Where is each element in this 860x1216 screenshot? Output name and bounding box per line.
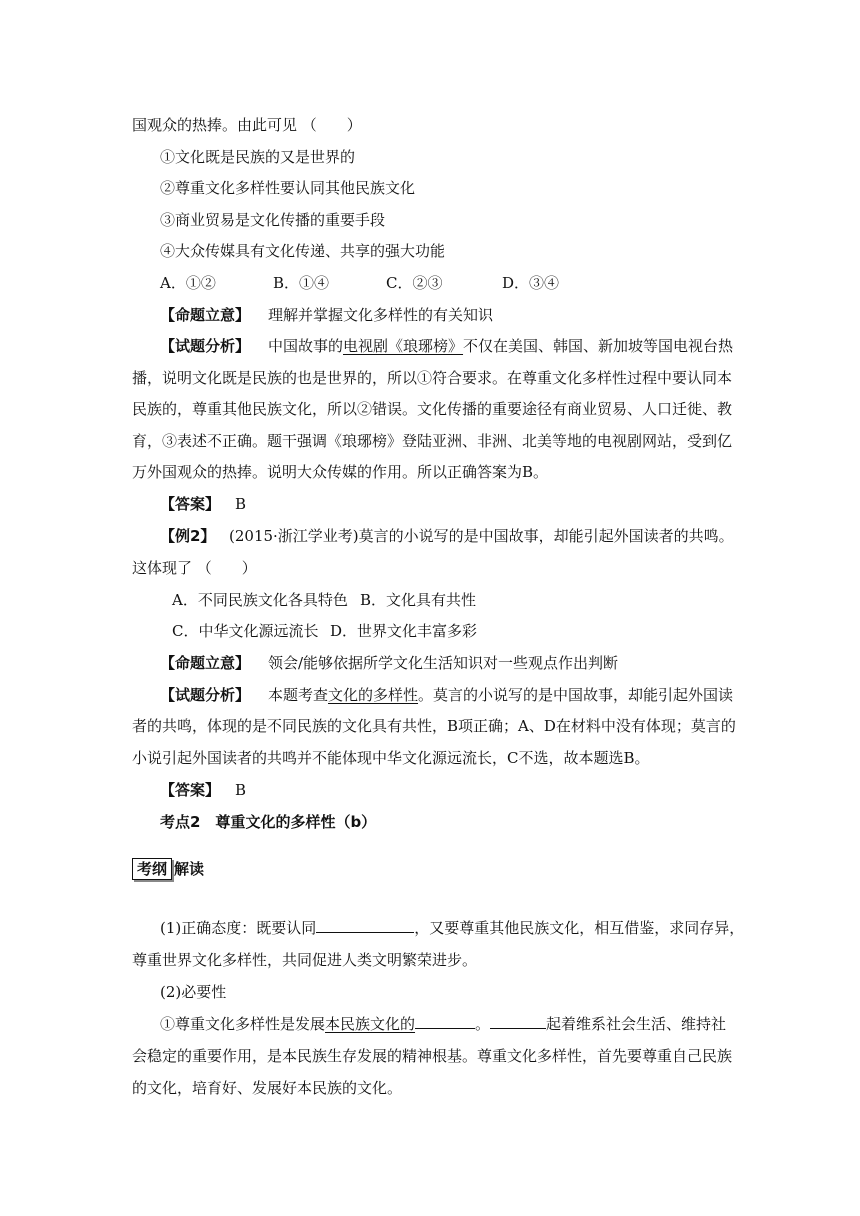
answer-2: [160, 780, 760, 800]
option-a: A．不同民族文化各具特色: [172, 591, 348, 609]
paragraph-text: ，又要尊重其他民族文化，相互借鉴，求同存异，: [414, 919, 745, 937]
necessity-heading: (2)必要性: [160, 983, 227, 1001]
analysis-tag: 【试题分析】: [160, 686, 251, 704]
analysis-2-line-1: [160, 685, 760, 705]
options-row-3: [172, 621, 772, 641]
underlined-term: 电视剧《琅琊榜》: [343, 337, 464, 355]
intent-tag: 【命题立意】: [160, 306, 251, 324]
statement-2: ②尊重文化多样性要认同其他民族文化: [160, 179, 416, 197]
analysis-1-line-1: [160, 336, 760, 356]
intent-tag: 【命题立意】: [160, 654, 251, 672]
paragraph-text: ①尊重文化多样性是发展: [160, 1015, 326, 1033]
analysis-1-line-4: 育，③表述不正确。题干强调《琅琊榜》登陆亚洲、非洲、北美等地的电视剧网站，受到亿: [132, 432, 733, 450]
section-heading: 考点2 尊重文化的多样性（b）: [160, 813, 377, 831]
option-a: A．①②: [160, 274, 216, 292]
intent-text: 领会/能够依据所学文化生活知识对一些观点作出判断: [268, 654, 619, 672]
attitude-line-2: 尊重世界文化多样性，共同促进人类文明繁荣进步。: [132, 951, 478, 969]
statement-3: ③商业贸易是文化传播的重要手段: [160, 211, 386, 229]
outline-heading: [132, 858, 732, 880]
analysis-text: 中国故事的: [268, 337, 344, 355]
analysis-text: 。莫言的小说写的是中国故事，却能引起外国读: [418, 686, 734, 704]
statement-4: ④大众传媒具有文化传递、共享的强大功能: [160, 242, 446, 260]
outline-label: 解读: [174, 860, 205, 878]
analysis-text: 本题考查: [268, 686, 329, 704]
analysis-text: 不仅在美国、韩国、新加坡等国电视台热: [463, 337, 734, 355]
paragraph-text: 。: [475, 1015, 491, 1033]
answer-value: B: [235, 495, 247, 513]
example-2-line-2: 这体现了 （ ）: [132, 559, 257, 577]
answer-value: B: [235, 781, 247, 799]
options-row-1: [160, 273, 760, 293]
analysis-1-line-5: 万外国观众的热捧。说明大众传媒的作用。所以正确答案为B。: [132, 463, 549, 481]
statement-1: ①文化既是民族的又是世界的: [160, 148, 356, 166]
outline-box-label: 考纲: [132, 858, 172, 880]
necessity-line-3: 的文化，培育好、发展好本民族的文化。: [132, 1079, 403, 1097]
analysis-2-line-2: 者的共鸣，体现的是不同民族的文化具有共性，B项正确；A、D在材料中没有体现；莫言的: [132, 717, 736, 735]
fill-blank[interactable]: [316, 918, 414, 933]
intent-2: [160, 653, 760, 673]
options-row-2: [172, 590, 772, 610]
question-stem-end: 国观众的热捧。由此可见 （ ）: [132, 116, 362, 134]
analysis-1-line-2: 播，说明文化既是民族的也是世界的，所以①符合要求。在尊重文化多样性过程中要认同本: [132, 369, 733, 387]
attitude-line-1: [160, 918, 760, 938]
option-c: C．中华文化源远流长: [172, 622, 319, 640]
analysis-tag: 【试题分析】: [160, 337, 251, 355]
underlined-term: 文化的多样性: [328, 686, 419, 704]
example-tag: 【例2】: [160, 527, 216, 545]
answer-tag: 【答案】: [160, 495, 221, 513]
intent-text: 理解并掌握文化多样性的有关知识: [268, 306, 494, 324]
necessity-line-1: [160, 1014, 760, 1034]
answer-tag: 【答案】: [160, 781, 221, 799]
analysis-1-line-3: 民族的，尊重其他民族文化，所以②错误。文化传播的重要途径有商业贸易、人口迁徙、教: [132, 400, 733, 418]
answer-1: [160, 494, 760, 514]
option-d: D．③④: [502, 274, 560, 292]
example-2: [160, 526, 760, 546]
fill-blank[interactable]: [490, 1014, 546, 1029]
option-b: B．①④: [273, 274, 330, 292]
example-text: (2015·浙江学业考)莫言的小说写的是中国故事，却能引起外国读者的共鸣。: [229, 527, 734, 545]
option-b: B．文化具有共性: [360, 591, 477, 609]
paragraph-text: 起着维系社会生活、维持社: [546, 1015, 727, 1033]
necessity-line-2: 会稳定的重要作用，是本民族生存发展的精神根基。尊重文化多样性，首先要尊重自己民族: [132, 1047, 733, 1065]
fill-blank[interactable]: [415, 1014, 475, 1029]
paragraph-text: (1)正确态度：既要认同: [160, 919, 317, 937]
intent-1: [160, 305, 760, 325]
underlined-term: 本民族文化的: [325, 1015, 416, 1033]
option-d: D．世界文化丰富多彩: [330, 622, 478, 640]
analysis-2-line-3: 小说引起外国读者的共鸣并不能体现中华文化源远流长，C不选，故本题选B。: [132, 749, 650, 767]
option-c: C．②③: [386, 274, 443, 292]
